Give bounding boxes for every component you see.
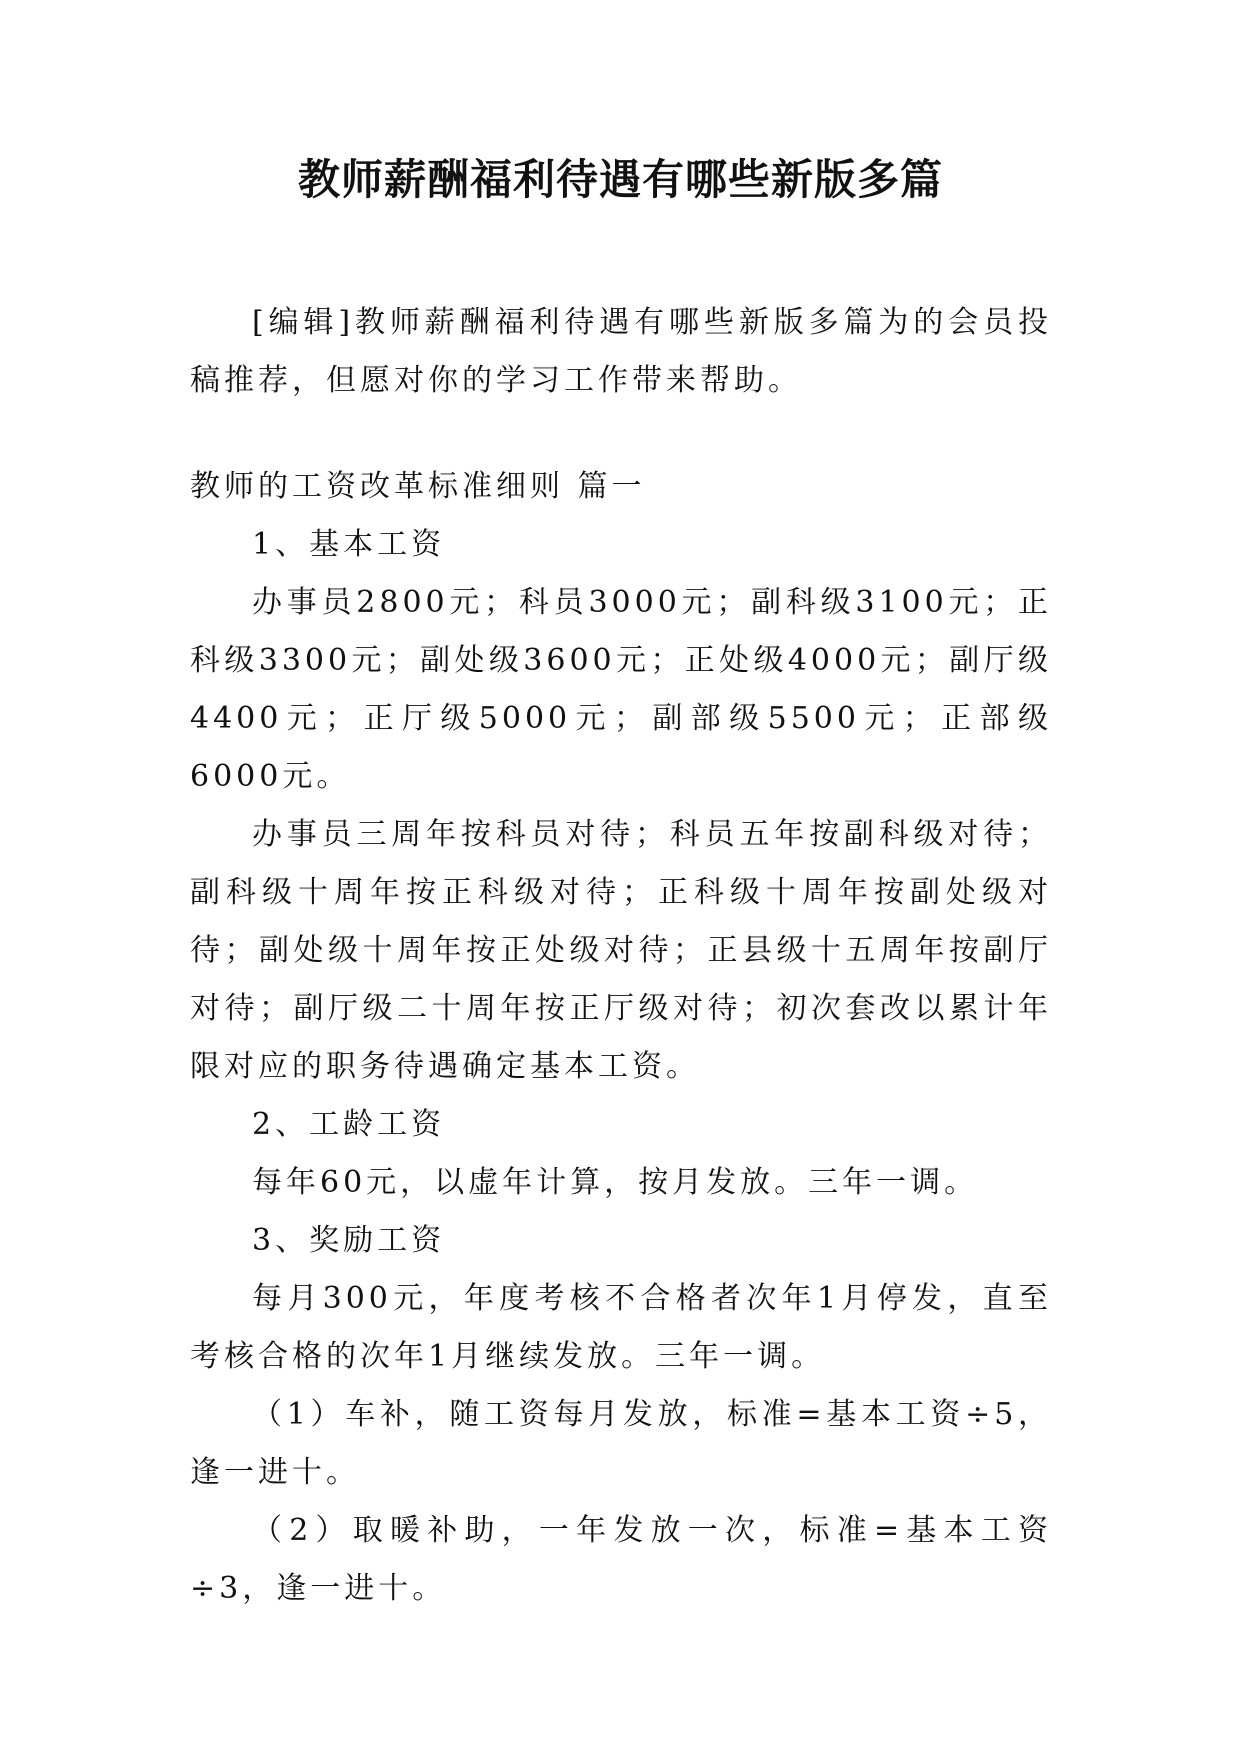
paragraph-seniority-rule: 每年60元，以虚年计算，按月发放。三年一调。: [252, 1165, 979, 1200]
item-heading-seniority-salary: 2、工龄工资: [252, 1107, 446, 1142]
item-heading-bonus-salary: 3、奖励工资: [252, 1223, 446, 1258]
intro-block: [190, 294, 1052, 410]
section-heading: 教师的工资改革标准细则 篇一: [190, 469, 646, 504]
item-heading-basic-salary: 1、基本工资: [252, 527, 446, 562]
paragraph-promotion-rules: 办事员三周年按科员对待；科员五年按副科级对待；副科级十周年按正科级对待；正科级十周年按副处级对待；副处级十周年按正处级对待；正县级十五周年按副厅对待；副厅级二十周年按正厅级对待；初次套改以累计年限对应的职务待遇确定基本工资。: [190, 817, 1052, 1084]
paragraph-car-allowance: （1）车补，随工资每月发放，标准=基本工资÷5，逢一进十。: [190, 1397, 1052, 1490]
paragraph-bonus-rule: 每月300元，年度考核不合格者次年1月停发，直至考核合格的次年1月继续发放。三年一调。: [190, 1281, 1052, 1374]
main-content: [190, 458, 1052, 1618]
document-title: 教师薪酬福利待遇有哪些新版多篇: [297, 155, 943, 204]
paragraph-salary-levels: 办事员2800元；科员3000元；副科级3100元；正科级3300元；副处级3600元；正处级4000元；副厅级4400元；正厅级5000元；副部级5500元；正部级6000元。: [190, 585, 1052, 794]
intro-paragraph: [编辑]教师薪酬福利待遇有哪些新版多篇为的会员投稿推荐，但愿对你的学习工作带来帮助。: [190, 305, 1052, 398]
paragraph-heating-allowance: （2）取暖补助，一年发放一次，标准=基本工资÷3，逢一进十。: [190, 1513, 1052, 1606]
